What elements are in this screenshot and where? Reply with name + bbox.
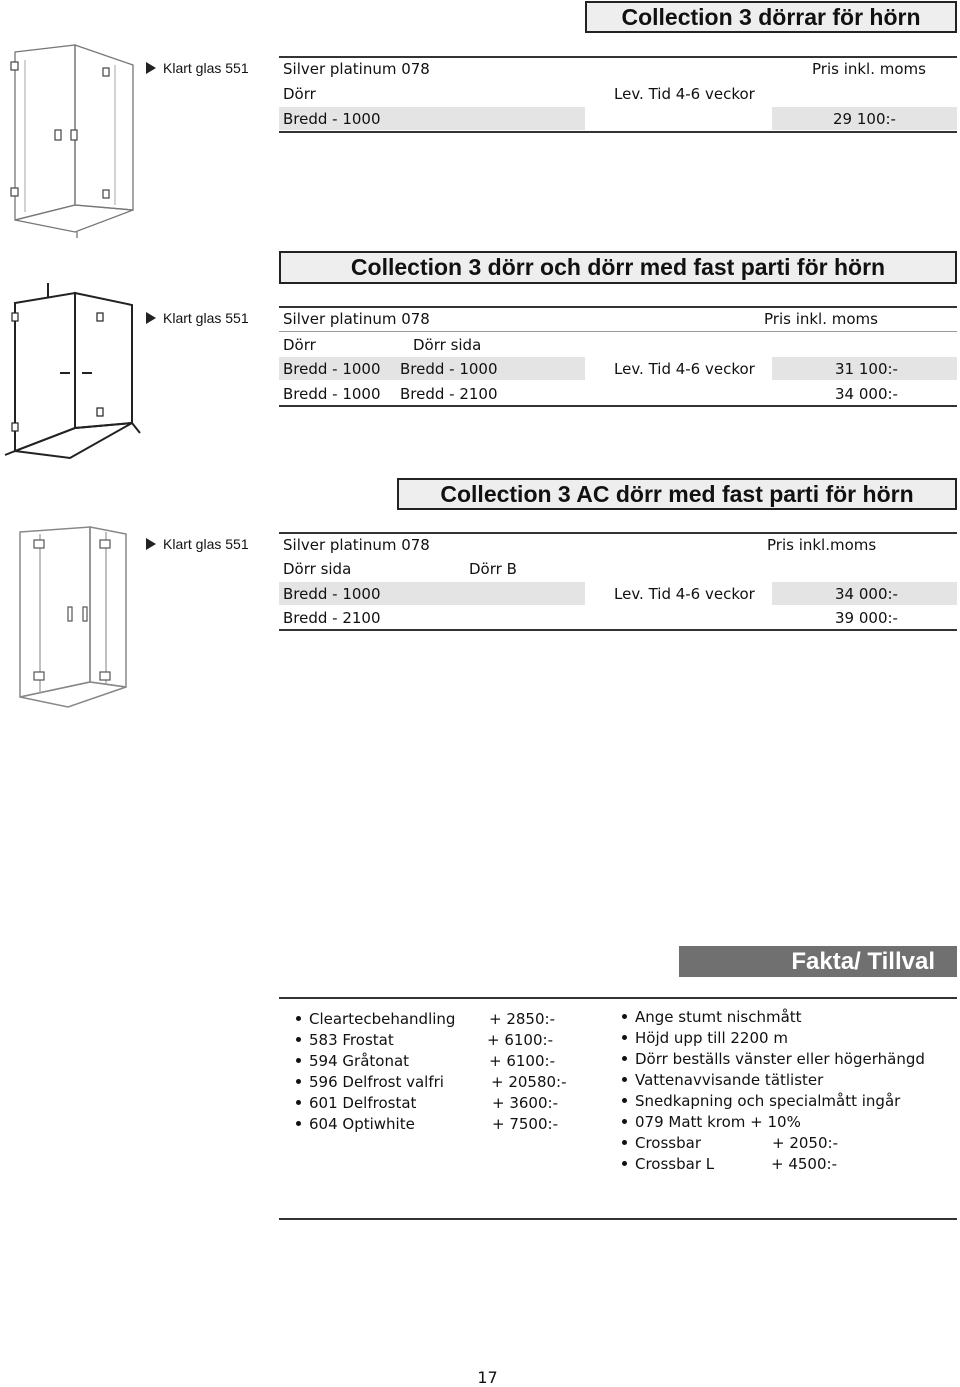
- bullet-icon: [296, 1037, 301, 1042]
- price-label: Pris inkl. moms: [812, 60, 926, 78]
- price-label: Pris inkl.moms: [767, 536, 877, 554]
- bullet-icon: [622, 1140, 627, 1145]
- column-header: Dörr sida: [283, 560, 352, 578]
- arrow-icon: [146, 312, 156, 324]
- arrow-icon: [146, 62, 156, 74]
- list-item: 604 Optiwhite: [296, 1114, 415, 1135]
- list-item-price: + 7500:-: [492, 1115, 558, 1133]
- list-item-price: + 6100:-: [489, 1052, 555, 1070]
- price-label: Pris inkl. moms: [764, 310, 878, 328]
- width-value: Bredd - 1000: [283, 110, 381, 128]
- list-item-price: + 2850:-: [489, 1010, 555, 1028]
- row-shade: [279, 331, 957, 332]
- bullet-icon: [296, 1121, 301, 1126]
- delivery-label: Lev. Tid 4-6 veckor: [614, 360, 755, 378]
- bullet-icon: [296, 1079, 301, 1084]
- glass-label-3: Klart glas 551: [146, 536, 249, 552]
- width-value: Bredd - 1000: [283, 585, 381, 603]
- bullet-icon: [622, 1014, 627, 1019]
- glass-label-2: Klart glas 551: [146, 310, 249, 326]
- bullet-icon: [622, 1077, 627, 1082]
- list-item: Höjd upp till 2200 m: [622, 1028, 788, 1049]
- width-value: Bredd - 2100: [283, 609, 381, 627]
- color-label: Silver platinum 078: [283, 536, 430, 554]
- bullet-icon: [622, 1161, 627, 1166]
- shower-drawing-3: [8, 522, 138, 712]
- bullet-icon: [296, 1058, 301, 1063]
- column-header: Dörr: [283, 85, 316, 103]
- price-value: 39 000:-: [835, 609, 898, 627]
- list-item: Crossbar: [622, 1133, 701, 1154]
- list-item: 079 Matt krom + 10%: [622, 1112, 801, 1133]
- shower-drawing-2: [0, 283, 150, 463]
- section-3-title: Collection 3 AC dörr med fast parti för hörn: [397, 478, 957, 510]
- list-item: Cleartecbehandling: [296, 1009, 455, 1030]
- bullet-icon: [622, 1056, 627, 1061]
- fakta-title: Fakta/ Tillval: [679, 946, 957, 977]
- column-header: Dörr: [283, 336, 316, 354]
- rule: [279, 997, 957, 999]
- rule: [279, 1218, 957, 1220]
- price-value: 34 000:-: [835, 385, 898, 403]
- list-item-price: + 4500:-: [771, 1155, 837, 1173]
- color-label: Silver platinum 078: [283, 60, 430, 78]
- bullet-icon: [622, 1098, 627, 1103]
- page-number: 17: [477, 1368, 498, 1387]
- bullet-icon: [622, 1119, 627, 1124]
- column-header: Dörr sida: [413, 336, 482, 354]
- rule: [279, 131, 957, 133]
- price-value: 34 000:-: [835, 585, 898, 603]
- list-item: Crossbar L: [622, 1154, 714, 1175]
- column-header: Dörr B: [469, 560, 517, 578]
- bullet-icon: [296, 1016, 301, 1021]
- list-item: Vattenavvisande tätlister: [622, 1070, 823, 1091]
- width-value: Bredd - 1000: [283, 360, 381, 378]
- list-item-price: + 2050:-: [772, 1134, 838, 1152]
- price-value: 31 100:-: [835, 360, 898, 378]
- rule: [279, 532, 957, 534]
- rule: [279, 306, 957, 308]
- section-2-title: Collection 3 dörr och dörr med fast parti för hörn: [279, 251, 957, 284]
- list-item: 594 Gråtonat: [296, 1051, 409, 1072]
- bullet-icon: [296, 1100, 301, 1105]
- rule: [279, 56, 957, 58]
- list-item: 596 Delfrost valfri: [296, 1072, 444, 1093]
- width-value: Bredd - 1000: [400, 360, 498, 378]
- list-item: Dörr beställs vänster eller högerhängd: [622, 1049, 925, 1070]
- width-value: Bredd - 2100: [400, 385, 498, 403]
- list-item-price: + 3600:-: [492, 1094, 558, 1112]
- list-item: Snedkapning och specialmått ingår: [622, 1091, 900, 1112]
- rule: [279, 405, 957, 407]
- section-1-title: Collection 3 dörrar för hörn: [585, 1, 957, 33]
- arrow-icon: [146, 538, 156, 550]
- delivery-label: Lev. Tid 4-6 veckor: [614, 85, 755, 103]
- shower-drawing-1: [5, 40, 155, 240]
- width-value: Bredd - 1000: [283, 385, 381, 403]
- rule: [279, 629, 957, 631]
- delivery-label: Lev. Tid 4-6 veckor: [614, 585, 755, 603]
- glass-label-1: Klart glas 551: [146, 60, 249, 76]
- color-label: Silver platinum 078: [283, 310, 430, 328]
- list-item: Ange stumt nischmått: [622, 1007, 802, 1028]
- list-item-price: + 20580:-: [491, 1073, 567, 1091]
- list-item: 601 Delfrostat: [296, 1093, 416, 1114]
- bullet-icon: [622, 1035, 627, 1040]
- list-item-price: + 6100:-: [487, 1031, 553, 1049]
- price-value: 29 100:-: [833, 110, 896, 128]
- list-item: 583 Frostat: [296, 1030, 394, 1051]
